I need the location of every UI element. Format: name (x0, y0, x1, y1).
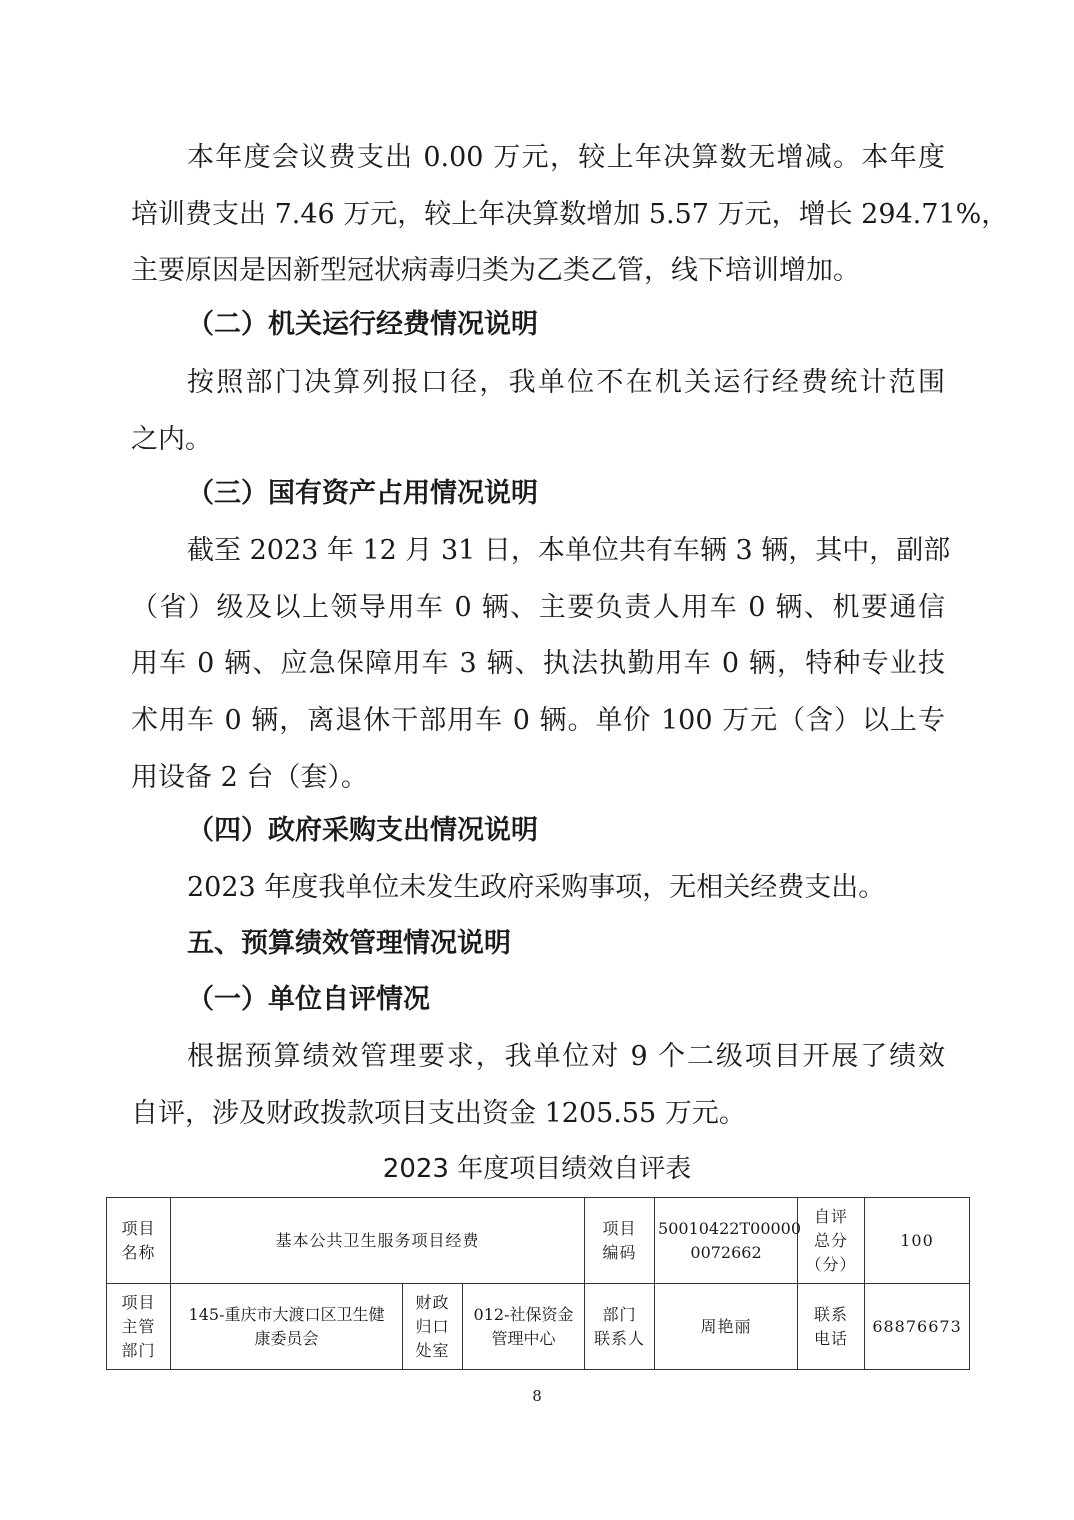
text-line: 培训费支出 7.46 万元，较上年决算数增加 5.57 万元，增长 294.71%， (131, 198, 1009, 230)
text-line: （省）级及以上领导用车 0 辆、主要负责人用车 0 辆、机要通信 (131, 591, 945, 623)
paragraph-procurement (131, 860, 945, 917)
table-row (107, 1284, 970, 1370)
text-line: 截至 2023 年 12 月 31 日，本单位共有车辆 3 辆，其中，副部 (187, 535, 951, 566)
cell-label-self-score: 自评 总分 （分） (798, 1198, 865, 1284)
paragraph-state-assets (131, 523, 951, 807)
cell-label-project-name: 项目 名称 (107, 1198, 171, 1284)
heading-operating-expenses: （二）机关运行经费情况说明 (187, 309, 538, 340)
paragraph-self-evaluation (131, 1029, 945, 1142)
paragraph-training-fees (131, 130, 1009, 300)
text-line: 本年度会议费支出 0.00 万元，较上年决算数无增减。本年度 (187, 142, 945, 173)
cell-label-office: 财政 归口 处室 (403, 1284, 463, 1370)
cell-label-dept: 项目 主管 部门 (107, 1284, 171, 1370)
heading-performance-management: 五、预算绩效管理情况说明 (187, 928, 511, 959)
text-line: 根据预算绩效管理要求，我单位对 9 个二级项目开展了绩效 (187, 1041, 945, 1072)
text-line: 自评，涉及财政拨款项目支出资金 1205.55 万元。 (131, 1097, 746, 1129)
heading-state-assets: （三）国有资产占用情况说明 (187, 478, 538, 509)
text-line: 主要原因是因新型冠状病毒归类为乙类乙管，线下培训增加。 (131, 255, 860, 287)
cell-office: 012-社保资金 管理中心 (463, 1284, 585, 1370)
text-line: 按照部门决算列报口径，我单位不在机关运行经费统计范围 (187, 367, 945, 398)
text-line: 之内。 (131, 423, 212, 455)
cell-self-score: 100 (865, 1198, 970, 1284)
text-line: 术用车 0 辆，离退休干部用车 0 辆。单价 100 万元（含）以上专 (131, 705, 945, 737)
cell-phone: 68876673 (865, 1284, 970, 1370)
text-line: 2023 年度我单位未发生政府采购事项，无相关经费支出。 (187, 872, 886, 903)
table-caption: 2023 年度项目绩效自评表 (382, 1154, 692, 1184)
page-number: 8 (532, 1387, 542, 1405)
cell-label-project-code: 项目 编码 (585, 1198, 655, 1284)
performance-table (106, 1197, 970, 1370)
text-line: 用车 0 辆、应急保障用车 3 辆、执法执勤用车 0 辆，特种专业技 (131, 648, 945, 680)
heading-self-evaluation: （一）单位自评情况 (187, 984, 430, 1015)
cell-dept: 145-重庆市大渡口区卫生健 康委员会 (171, 1284, 403, 1370)
heading-procurement: （四）政府采购支出情况说明 (187, 815, 538, 846)
cell-contact: 周艳丽 (655, 1284, 798, 1370)
text-line: 用设备 2 台（套）。 (131, 761, 368, 793)
cell-project-name: 基本公共卫生服务项目经费 (171, 1198, 585, 1284)
cell-label-contact: 部门 联系人 (585, 1284, 655, 1370)
cell-project-code: 50010422T00000 0072662 (655, 1198, 798, 1284)
paragraph-operating-expenses (131, 355, 945, 468)
table-row (107, 1198, 970, 1284)
cell-label-phone: 联系 电话 (798, 1284, 865, 1370)
